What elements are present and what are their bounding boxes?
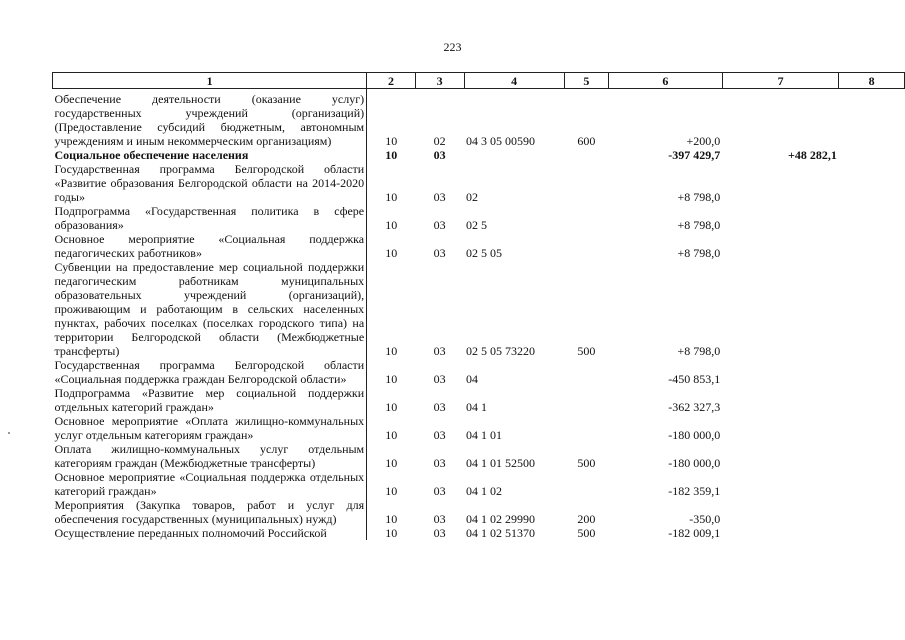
row-name-cell: Субвенции на предоставление мер социальной поддержки педагогическим работникам муниципальных образовательных учреждений (организаций), проживающим и работающим в сельских населенных пунктах, рабочих поселках (поселках городского типа) на территории Белгородской области (Межбюджетные трансферты) bbox=[53, 260, 367, 358]
row-section-cell: 10 bbox=[385, 372, 398, 386]
row-amount-cell: -397 429,7 bbox=[668, 148, 721, 162]
row-target-code-cell: 04 1 02 29990 bbox=[466, 512, 535, 526]
row-amount-2-cell bbox=[722, 470, 839, 498]
row-amount-2-cell bbox=[722, 232, 839, 260]
row-name-cell: Основное мероприятие «Оплата жилищно-коммунальных услуг отдельным категориям граждан» bbox=[53, 414, 367, 442]
row-expense-type-cell bbox=[564, 162, 608, 204]
row-amount-3-cell bbox=[839, 89, 905, 149]
row-amount-3-cell bbox=[839, 260, 905, 358]
row-amount-3-cell bbox=[839, 204, 905, 232]
row-expense-type-cell bbox=[564, 358, 608, 386]
row-amount-cell: -182 009,1 bbox=[668, 526, 721, 540]
row-amount-cell: -180 000,0 bbox=[668, 456, 721, 470]
row-amount-2-cell bbox=[722, 162, 839, 204]
row-amount-2-cell bbox=[722, 414, 839, 442]
table-row bbox=[53, 526, 905, 540]
row-amount-cell: -180 000,0 bbox=[668, 428, 721, 442]
row-amount-3-cell bbox=[839, 414, 905, 442]
row-section-cell: 10 bbox=[385, 148, 398, 162]
row-name-cell: Основное мероприятие «Социальная поддержка отдельных категорий граждан» bbox=[53, 470, 367, 498]
row-amount-3-cell bbox=[839, 148, 905, 162]
row-target-code-cell: 04 1 02 bbox=[466, 484, 502, 498]
row-amount-2-cell bbox=[722, 89, 839, 149]
row-target-code-cell bbox=[464, 148, 564, 162]
row-subsection-cell: 03 bbox=[433, 428, 446, 442]
row-subsection-cell: 03 bbox=[433, 190, 446, 204]
row-section-cell: 10 bbox=[385, 190, 398, 204]
row-section-cell: 10 bbox=[385, 246, 398, 260]
row-target-code-cell: 02 5 bbox=[466, 218, 487, 232]
row-expense-type-cell: 500 bbox=[577, 526, 596, 540]
row-name-cell: Оплата жилищно-коммунальных услуг отдельным категориям граждан (Межбюджетные трансферты) bbox=[53, 442, 367, 470]
row-target-code-cell: 04 1 01 52500 bbox=[466, 456, 535, 470]
row-amount-3-cell bbox=[839, 470, 905, 498]
row-section-cell: 10 bbox=[385, 344, 398, 358]
row-target-code-cell: 04 1 01 bbox=[466, 428, 502, 442]
table-row bbox=[53, 470, 905, 498]
row-amount-cell: +8 798,0 bbox=[677, 246, 721, 260]
row-section-cell: 10 bbox=[385, 484, 398, 498]
row-target-code-cell: 02 bbox=[466, 190, 478, 204]
row-section-cell: 10 bbox=[385, 526, 398, 540]
column-header-5: 5 bbox=[564, 73, 608, 89]
row-amount-2-cell: +48 282,1 bbox=[787, 148, 837, 162]
table-row bbox=[53, 442, 905, 470]
row-expense-type-cell: 600 bbox=[577, 134, 596, 148]
row-amount-cell: +200,0 bbox=[686, 134, 721, 148]
column-header-2: 2 bbox=[367, 73, 416, 89]
row-name-cell: Мероприятия (Закупка товаров, работ и услуг для обеспечения государственных (муниципальных) нужд) bbox=[53, 498, 367, 526]
table-row bbox=[53, 260, 905, 358]
row-amount-cell: -450 853,1 bbox=[668, 372, 721, 386]
row-expense-type-cell: 200 bbox=[577, 512, 596, 526]
row-amount-3-cell bbox=[839, 232, 905, 260]
row-amount-3-cell bbox=[839, 442, 905, 470]
row-name-cell: Государственная программа Белгородской области «Развитие образования Белгородской области на 2014-2020 годы» bbox=[53, 162, 367, 204]
row-expense-type-cell bbox=[564, 204, 608, 232]
row-amount-3-cell bbox=[839, 526, 905, 540]
row-expense-type-cell: 500 bbox=[577, 344, 596, 358]
table-row bbox=[53, 386, 905, 414]
row-subsection-cell: 03 bbox=[433, 526, 446, 540]
row-subsection-cell: 03 bbox=[433, 456, 446, 470]
row-section-cell: 10 bbox=[385, 428, 398, 442]
row-target-code-cell: 04 3 05 00590 bbox=[466, 134, 535, 148]
row-target-code-cell: 04 bbox=[466, 372, 478, 386]
row-expense-type-cell bbox=[564, 414, 608, 442]
row-expense-type-cell bbox=[564, 470, 608, 498]
row-name-cell: Осуществление переданных полномочий Российской bbox=[53, 526, 367, 540]
row-target-code-cell: 02 5 05 73220 bbox=[466, 344, 535, 358]
row-subsection-cell: 03 bbox=[433, 148, 446, 162]
row-subsection-cell: 03 bbox=[433, 372, 446, 386]
column-header-8: 8 bbox=[839, 73, 905, 89]
column-header-7: 7 bbox=[722, 73, 839, 89]
row-amount-2-cell bbox=[722, 260, 839, 358]
table-row bbox=[53, 204, 905, 232]
row-expense-type-cell: 500 bbox=[577, 456, 596, 470]
table-row bbox=[53, 162, 905, 204]
row-amount-2-cell bbox=[722, 358, 839, 386]
row-target-code-cell: 02 5 05 bbox=[466, 246, 502, 260]
row-amount-2-cell bbox=[722, 498, 839, 526]
row-section-cell: 10 bbox=[385, 134, 398, 148]
row-subsection-cell: 03 bbox=[433, 484, 446, 498]
row-subsection-cell: 03 bbox=[433, 344, 446, 358]
row-amount-3-cell bbox=[839, 358, 905, 386]
row-amount-2-cell bbox=[722, 526, 839, 540]
row-section-cell: 10 bbox=[385, 400, 398, 414]
row-name-cell: Подпрограмма «Развитие мер социальной поддержки отдельных категорий граждан» bbox=[53, 386, 367, 414]
row-name-cell: Социальное обеспечение населения bbox=[53, 148, 367, 162]
row-section-cell: 10 bbox=[385, 218, 398, 232]
row-subsection-cell: 03 bbox=[433, 512, 446, 526]
row-section-cell: 10 bbox=[385, 512, 398, 526]
row-amount-cell: -350,0 bbox=[689, 512, 721, 526]
row-name-cell: Подпрограмма «Государственная политика в сфере образования» bbox=[53, 204, 367, 232]
budget-table bbox=[52, 72, 905, 540]
row-amount-cell: +8 798,0 bbox=[677, 344, 721, 358]
column-header-6: 6 bbox=[608, 73, 722, 89]
row-subsection-cell: 03 bbox=[433, 246, 446, 260]
row-name-cell: Обеспечение деятельности (оказание услуг) государственных учреждений (организаций) (Предоставление субсидий бюджетным, автономным учреждениям и иным некоммерческим организациям) bbox=[53, 89, 367, 149]
row-amount-2-cell bbox=[722, 204, 839, 232]
row-name-cell: Государственная программа Белгородской области «Социальная поддержка граждан Белгородской области» bbox=[53, 358, 367, 386]
row-subsection-cell: 03 bbox=[433, 400, 446, 414]
row-amount-3-cell bbox=[839, 386, 905, 414]
row-amount-3-cell bbox=[839, 162, 905, 204]
page-number: 223 bbox=[443, 40, 462, 54]
row-section-cell: 10 bbox=[385, 456, 398, 470]
row-amount-2-cell bbox=[722, 442, 839, 470]
row-amount-3-cell bbox=[839, 498, 905, 526]
table-body bbox=[53, 89, 905, 541]
row-target-code-cell: 04 1 bbox=[466, 400, 487, 414]
row-subsection-cell: 02 bbox=[433, 134, 446, 148]
row-expense-type-cell bbox=[564, 232, 608, 260]
table-row bbox=[53, 358, 905, 386]
row-expense-type-cell bbox=[564, 148, 608, 162]
row-expense-type-cell bbox=[564, 386, 608, 414]
column-header-1: 1 bbox=[53, 73, 367, 89]
row-amount-cell: -362 327,3 bbox=[668, 400, 721, 414]
row-subsection-cell: 03 bbox=[433, 218, 446, 232]
table-row bbox=[53, 89, 905, 149]
column-header-3: 3 bbox=[415, 73, 464, 89]
table-row bbox=[53, 414, 905, 442]
column-header-4: 4 bbox=[464, 73, 564, 89]
row-amount-cell: +8 798,0 bbox=[677, 218, 721, 232]
table-row bbox=[53, 232, 905, 260]
table-header-row bbox=[53, 73, 905, 89]
scan-speck bbox=[8, 432, 10, 434]
table-row bbox=[53, 498, 905, 526]
row-target-code-cell: 04 1 02 51370 bbox=[466, 526, 535, 540]
row-amount-2-cell bbox=[722, 386, 839, 414]
row-amount-cell: +8 798,0 bbox=[677, 190, 721, 204]
table-row bbox=[53, 148, 905, 162]
row-name-cell: Основное мероприятие «Социальная поддержка педагогических работников» bbox=[53, 232, 367, 260]
row-amount-cell: -182 359,1 bbox=[668, 484, 721, 498]
